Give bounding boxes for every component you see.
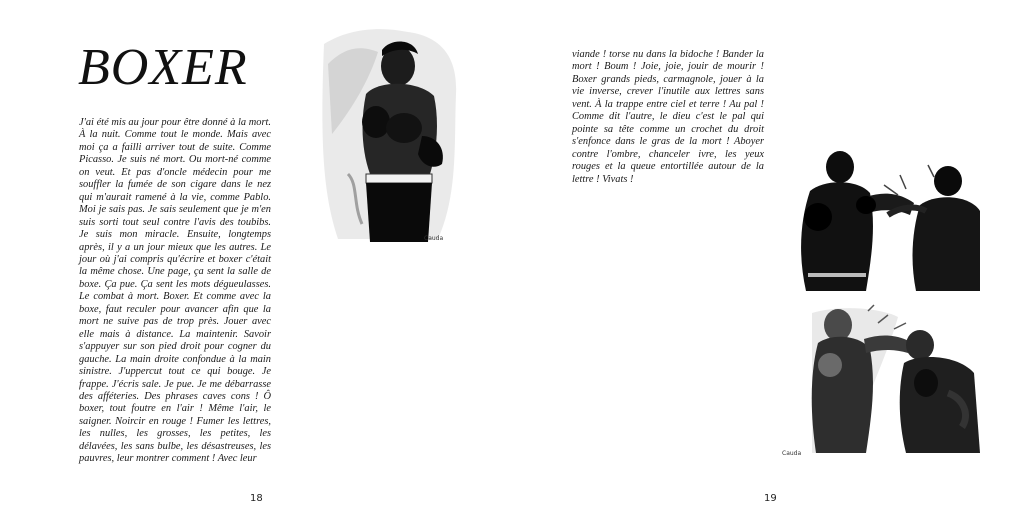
chapter-title: BOXER [78,39,248,96]
boxer-portrait-illustration [318,24,462,244]
illustration-signature-1: Cauda [424,235,444,242]
right-page-body-text: viande ! torse nu dans la bidoche ! Bander la mort ! Boum ! Joie, joie, jouir de mourir ! Boxer grands pieds, carmagnole, jouer à la vie inverse, crever l'inutile aux lettres sans vent. À la trappe entre ciel et terre ! Au pal ! Comme dit l'autre, le dieu c'est le pal qui pointe sa tête comme un crochet du droit s'enfonce dans le gras de la mort ! Aboyer contre l'ombre, chanceler ivre, les yeux rouges et la queue entortillée autour de la lettre ! Vivats ! [572,49,764,185]
right-page-number: 19 [764,493,777,504]
illustration-signature-3: Cauda [782,450,802,457]
left-page-number: 18 [250,493,263,504]
boxers-fight-illustration [782,303,984,458]
left-page-body-text: J'ai été mis au jour pour être donné à la mort. À la nuit. Comme tout le monde. Mais avec moi ça a failli arriver tout de suite. Comme Picasso. Je suis né mort. Ou mort-né comme on veut. Et pas d'oncle médecin pour me souffler la fumée de son cigare dans le nez qui m'aurait ramené à la vie, comme Pablo. Moi je sais pas. Je sais seulement que je m'en suis sorti tout seul contre l'avis des toubibs. Je suis mon miracle. Ensuite, longtemps après, il y a un jour mieux que les autres. Le jour où j'ai compris qu'écrire et boxer c'était la même chose. Une page, ça sent la salle de boxe. Ça pue. Ça sent les mots dégueulasses. Le combat à mort. Boxer. Et comme avec la boxe, faut reculer pour avancer afin que la mort ne suive pas de trop près. Jouer avec elle mais à distance. La maintenir. Savoir s'appuyer sur son pied droit pour cogner du gauche. La main droite confondue à la main sinistre. J'uppercut tout ce qui bouge. Je frappe. J'écris sale. Je pue. Je me débarrasse des afféteries. Des phrases caves cons ! Ô boxer, tout foutre en l'air ! Même l'air, le saigner. Noircir en rouge ! Fumer les lettres, les nulles, les grosses, les petites, les délavées, les sans bulbe, les désastreuses, les pauvres, leur montrer comment ! Avec leur [79,117,271,465]
boxers-clinch-illustration [788,145,984,292]
